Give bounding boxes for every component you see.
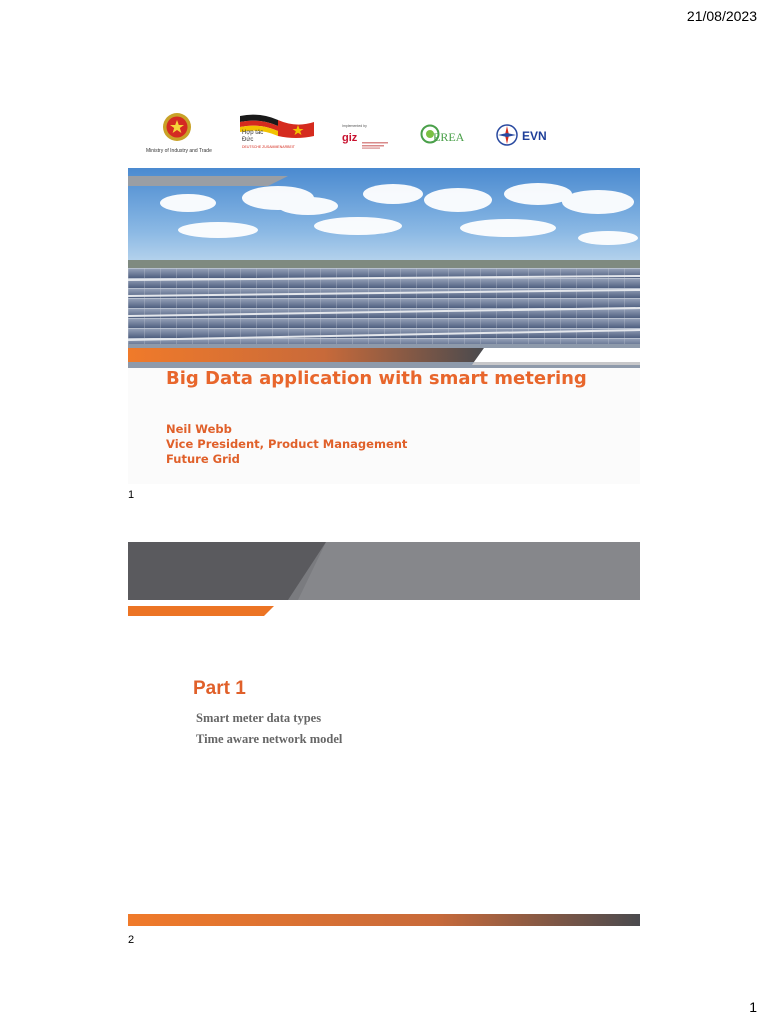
part-heading: Part 1 xyxy=(193,678,246,699)
hop-tac-duc-label xyxy=(242,130,295,151)
author-block xyxy=(166,422,407,467)
logo-strip xyxy=(128,98,640,168)
hop-tac-line2: Đức xyxy=(242,137,254,143)
slide-2 xyxy=(128,542,640,926)
part-item-1: Smart meter data types xyxy=(196,711,322,725)
hop-tac-sub: DEUTSCHE ZUSAMMENARBEIT xyxy=(242,145,295,149)
ministry-label: Ministry of Industry and Trade xyxy=(146,148,212,154)
vietnam-emblem-logo xyxy=(162,112,192,142)
evn-logo: EVN xyxy=(522,129,547,143)
slide-title: Big Data application with smart metering xyxy=(166,368,587,389)
giz-logo: giz xyxy=(342,132,358,144)
slide-number-1: 1 xyxy=(128,489,135,501)
hop-tac-line1: Hợp tác xyxy=(242,130,264,136)
slide-accent-bar xyxy=(128,344,640,366)
author-org: Future Grid xyxy=(166,452,240,466)
author-name: Neil Webb xyxy=(166,422,232,436)
giz-implemented-label: Implemented by xyxy=(342,124,367,128)
giz-subtext-decoration xyxy=(362,136,390,143)
erea-logo: EREA xyxy=(433,130,465,144)
page-date: 21/08/2023 xyxy=(686,8,757,24)
slide-number-2: 2 xyxy=(128,934,135,946)
part-item-2: Time aware network model xyxy=(196,732,343,746)
solar-panels-photo xyxy=(128,168,640,446)
author-role: Vice President, Product Management xyxy=(166,437,408,451)
slide-footer-bar xyxy=(128,912,640,926)
slide-1 xyxy=(128,98,640,484)
slide-header-band xyxy=(128,542,640,618)
page-number: 1 xyxy=(749,999,757,1015)
evn-icon xyxy=(496,124,518,146)
